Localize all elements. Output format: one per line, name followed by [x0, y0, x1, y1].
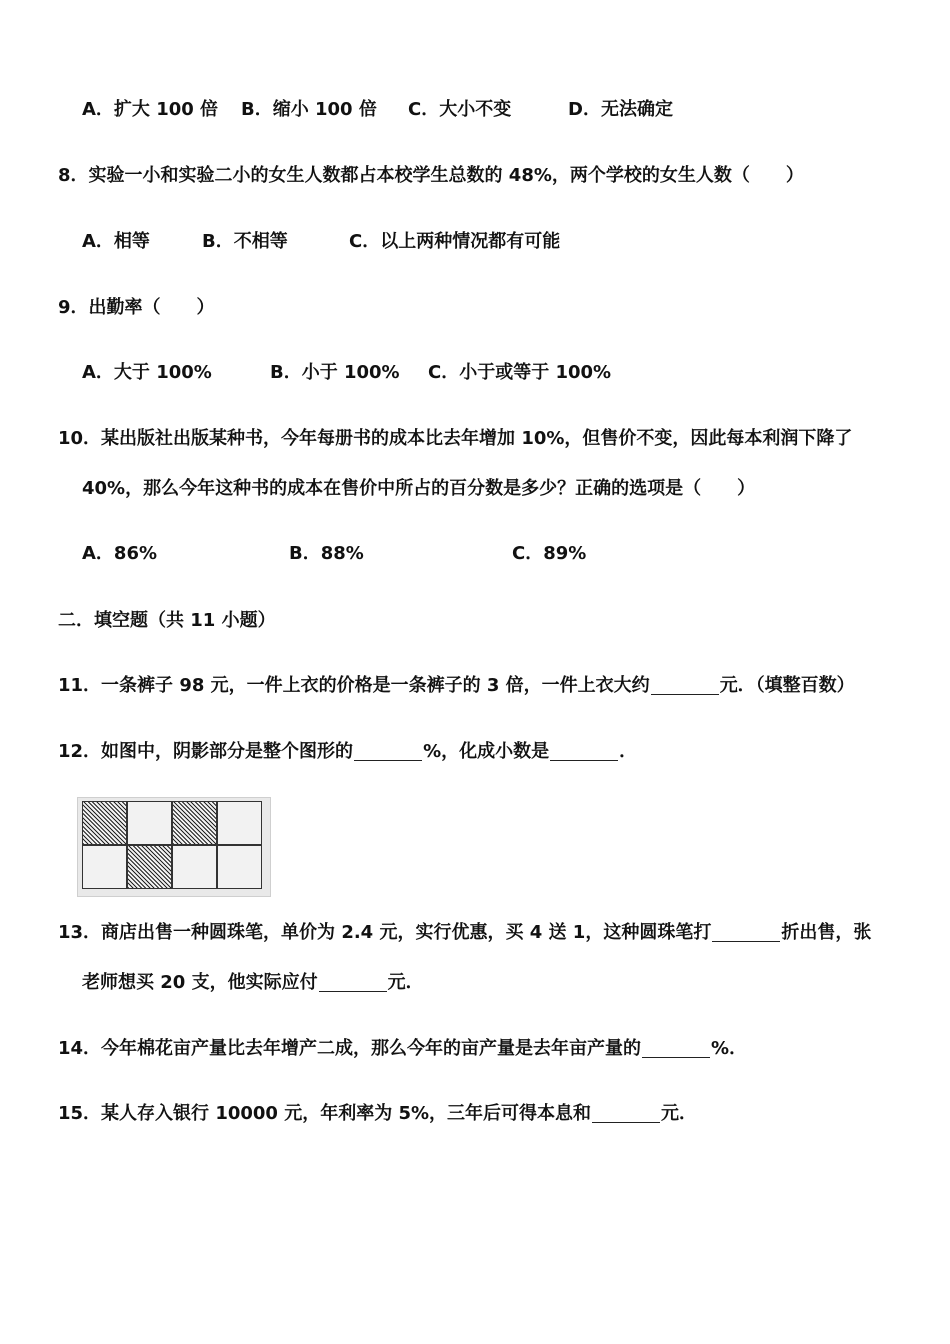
q12-grid-figure [77, 797, 271, 897]
grid-cell-shaded [172, 801, 217, 845]
grid-cell [127, 801, 172, 845]
q7-option-c: C．大小不变 [408, 99, 512, 120]
q10-option-b: B．88% [289, 543, 364, 564]
q13-discount-blank[interactable] [712, 923, 780, 942]
q13-line2-pre: 老师想买 20 支，他实际应付 [82, 972, 318, 993]
grid-cell [217, 845, 262, 889]
q13-line2-post: 元． [387, 972, 424, 993]
q7-option-d: D．无法确定 [568, 99, 673, 120]
q12-question [58, 739, 637, 765]
q12-text-mid: %，化成小数是 [423, 741, 550, 762]
q13-payment-blank[interactable] [319, 973, 387, 992]
q10-option-a: A．86% [82, 543, 158, 564]
q14-text-post: %． [711, 1038, 748, 1059]
q11-question [58, 673, 855, 699]
q15-answer-blank[interactable] [592, 1104, 660, 1123]
q14-answer-blank[interactable] [642, 1039, 710, 1058]
q11-text-post: 元．（填整百数） [719, 675, 855, 696]
q7-option-b: B．缩小 100 倍 [241, 99, 377, 120]
q13-question-line2 [82, 970, 424, 996]
q10-option-c: C．89% [512, 543, 587, 564]
q11-text-pre: 11．一条裤子 98 元，一件上衣的价格是一条裤子的 3 倍，一件上衣大约 [58, 675, 650, 696]
q13-text-mid: 折出售，张 [781, 922, 872, 943]
q8-option-b: B．不相等 [202, 231, 288, 252]
q7-option-a: A．扩大 100 倍 [82, 99, 219, 120]
q14-question [58, 1036, 747, 1062]
q9-option-b: B．小于 100% [270, 362, 400, 383]
q14-text-pre: 14．今年棉花亩产量比去年增产二成，那么今年的亩产量是去年亩产量的 [58, 1038, 642, 1059]
q10-question-line1: 10．某出版社出版某种书，今年每册书的成本比去年增加 10%，但售价不变，因此每本利润下降了 [58, 428, 853, 449]
q9-question: 9．出勤率（ ） [58, 297, 215, 318]
grid-cell [217, 801, 262, 845]
grid-cell-shaded [127, 845, 172, 889]
q13-question-line1 [58, 920, 871, 946]
q11-answer-blank[interactable] [651, 676, 719, 695]
q13-text-pre: 13．商店出售一种圆珠笔，单价为 2.4 元，实行优惠，买 4 送 1，这种圆珠笔打 [58, 922, 712, 943]
q12-text-post: ． [619, 741, 638, 762]
q15-text-post: 元． [661, 1103, 698, 1124]
grid-cell-shaded [82, 801, 127, 845]
section-title: 二．填空题（共 11 小题） [58, 610, 276, 631]
q12-decimal-blank[interactable] [550, 742, 618, 761]
q9-option-c: C．小于或等于 100% [428, 362, 612, 383]
grid-cell [82, 845, 127, 889]
q15-question [58, 1101, 697, 1127]
q12-percent-blank[interactable] [354, 742, 422, 761]
q10-question-line2: 40%，那么今年这种书的成本在售价中所占的百分数是多少？正确的选项是（ ） [82, 478, 756, 499]
q8-question: 8．实验一小和实验二小的女生人数都占本校学生总数的 48%，两个学校的女生人数（ ） [58, 165, 804, 186]
q9-option-a: A．大于 100% [82, 362, 212, 383]
q12-text-pre: 12．如图中，阴影部分是整个图形的 [58, 741, 354, 762]
grid-cell [172, 845, 217, 889]
q8-option-a: A．相等 [82, 231, 150, 252]
q8-option-c: C．以上两种情况都有可能 [349, 231, 561, 252]
q15-text-pre: 15．某人存入银行 10000 元，年利率为 5%，三年后可得本息和 [58, 1103, 592, 1124]
